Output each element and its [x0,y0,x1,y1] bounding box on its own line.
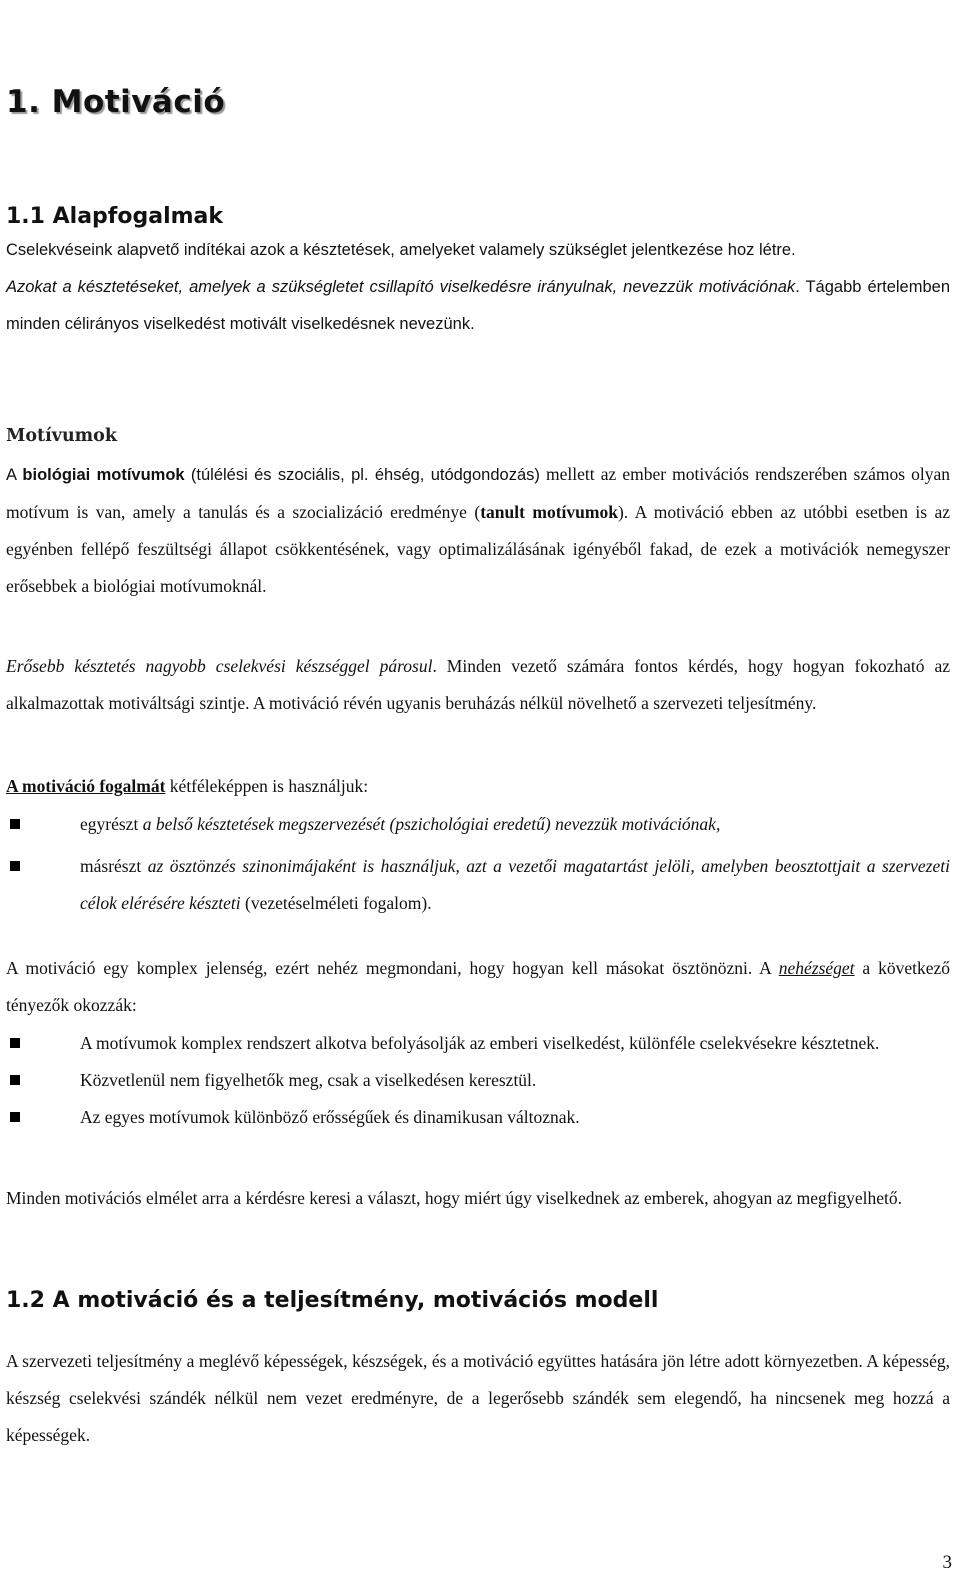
intro-italic: Azokat a késztetéseket, amelyek a szükségletet csillapító viselkedésre irányulnak, nevezzük motivációnak [6,278,796,296]
factor-bullet [6,1062,950,1099]
section-title-1-1: 1.1 Alapfogalmak [6,204,224,229]
motivumok-paragraph [6,456,950,605]
closing-paragraph: Minden motivációs elmélet arra a kérdésre keresi a választ, hogy miért úgy viselkednek az emberek, ahogyan az megfigyelhető. [6,1188,903,1208]
motivumok-heading: Motívumok [6,426,117,446]
mot-p1-a: A [6,466,23,484]
factor-bullets [6,1025,950,1136]
complex-italic: nehézséget [778,958,855,978]
page-number: 3 [942,1552,952,1573]
mot-p2-rest: . Minden vezető számára fontos kérdés, hogy hogyan fokozható az alkalmazottak motiváltsági szintje. A motiváció révén ugyanis beruházás nélkül növelhető a szervezeti teljesítmény. [6,656,950,713]
usage-lead: másrészt [80,856,148,876]
mot-p2-italic: Erősebb késztetés nagyobb cselekvési készséggel párosul [6,656,433,676]
factor-text: Az egyes motívumok különböző erősségűek és dinamikusan változnak. [80,1107,580,1127]
intro-rest [6,269,950,343]
mot-p1-c: mellett az ember motivációs rendszerében számos olyan motívum is van, amely a tanulás és a szocializáció eredménye ( [6,464,950,522]
usage-italic: az ösztönzés szinonimájaként is használjuk, azt a vezetői magatartást jelöli, amelyben beosztottjait a szervezeti célok elérésére készteti [80,856,950,913]
square-bullet-icon [10,861,20,871]
complex-b: a következő tényezők okozzák: [6,958,950,1015]
mot-p1-d: ). A motiváció ebben az utóbbi esetben is az egyénben fellépő feszültségi állapot csökkentésének, vagy optimalizálásának igényéből fakad, de ezek a motivációk nemegyszer erősebbek a biológiai motívumoknál. [6,502,951,596]
chapter-title: 1. Motiváció [6,84,226,120]
usage-bullet-2 [6,848,950,922]
usage-lead: egyrészt [80,814,143,834]
fogalom-rest: kétféleképpen is használjuk: [165,776,369,796]
mot-p1-b: (túlélési és szociális, pl. éhség, utódgondozás) [184,466,540,484]
section-title-1-2: 1.2 A motiváció és a teljesítmény, motivációs modell [6,1288,659,1313]
motivumok-paragraph-2 [6,648,950,722]
intro-paragraph [6,232,950,343]
factor-text: A motívumok komplex rendszert alkotva befolyásolják az emberi viselkedést, különféle cselekvésekre késztetnek. [80,1033,880,1053]
intro-line-1: Cselekvéseink alapvető indítékai azok a késztetések, amelyeket valamely szükséglet jelentkezése hoz létre. [6,241,796,259]
square-bullet-icon [10,1038,20,1048]
mot-p1-bold1: biológiai motívumok [22,466,185,484]
factor-text: Közvetlenül nem figyelhetők meg, csak a viselkedésen keresztül. [80,1070,537,1090]
usage-bullet-1 [6,806,950,843]
fogalom-line [6,768,950,805]
fogalom-bold: A motiváció fogalmát [6,776,166,796]
usage-tail: (vezetéselméleti fogalom). [240,893,432,913]
usage-italic: a belső késztetések megszervezését (pszichológiai eredetű) nevezzük motivációnak, [142,814,721,834]
factor-bullet [6,1025,950,1062]
square-bullet-icon [10,819,20,829]
section2-paragraph: A szervezeti teljesítmény a meglévő képességek, készségek, és a motiváció együttes hatására jön létre adott környezetben. A képesség, készség cselekvési szándék nélkül nem vezet eredményre, de a legerősebb szándék sem elegendő, ha nincsenek meg hozzá a képességek. [6,1351,950,1445]
complex-a: A motiváció egy komplex jelenség, ezért nehéz megmondani, hogy hogyan kell másokat ösztönözni. A [6,958,779,978]
usage-bullets [6,806,950,922]
intro-tail: . Tágabb értelemben minden célirányos viselkedést motivált viselkedésnek nevezünk. [6,278,950,333]
mot-p1-bold2: tanult motívumok [480,502,618,522]
complex-paragraph [6,950,950,1024]
factor-bullet [6,1099,950,1136]
square-bullet-icon [10,1112,20,1122]
square-bullet-icon [10,1075,20,1085]
